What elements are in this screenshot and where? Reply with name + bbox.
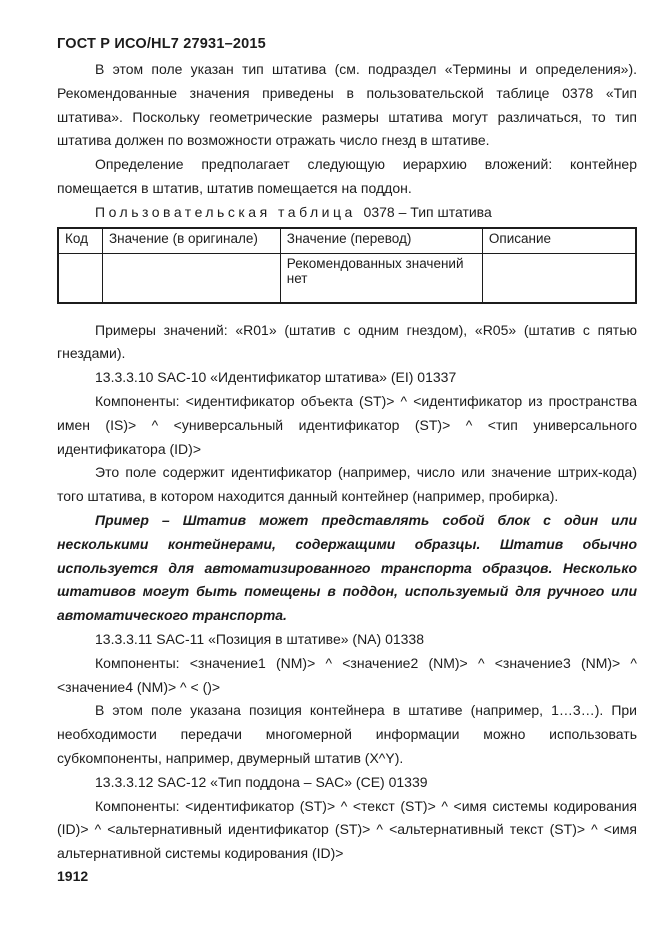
paragraph-field-description-sac-11: В этом поле указана позиция контейнера в штативе (например, 1…3…). При необходимости передачи многомерной информации можно использовать субкомпоненты, например, двумерный штатив (X^Y). bbox=[57, 702, 637, 766]
paragraph-intro-1: В этом поле указан тип штатива (см. подраздел «Термины и определения»). Рекомендованные значения приведены в пользовательской таблице 0378 «Тип штатива». Поскольку геометрические размеры штатива могут различаться, то тип штатива должен по возможности отражать число гнезд в штативе. bbox=[57, 61, 637, 149]
table-cell-value-translated: Рекомендованных значений нет bbox=[280, 253, 482, 303]
paragraph-field-description-sac-10: Это поле содержит идентификатор (например, число или значение штрих-кода) того штатива, в котором находится данный контейнер (например, пробирка). bbox=[57, 464, 637, 505]
clause-heading-sac-10: 13.3.3.10 SAC-10 «Идентификатор штатива» (EI) 01337 bbox=[95, 369, 457, 386]
table-caption-label: Пользовательская таблица bbox=[95, 203, 356, 220]
user-table-0378 bbox=[57, 227, 637, 304]
clause-heading-sac-11: 13.3.3.11 SAC-11 «Позиция в штативе» (NA) 01338 bbox=[95, 630, 424, 647]
table-header-row bbox=[58, 228, 636, 254]
paragraph-example-note: Пример – Штатив может представлять собой блок с один или несколькими контейнерами, содержащими образцы. Штатив обычно используется для автоматизированного транспорта образцов. Несколько штативов могут быть помещены в поддон, используемый для ручного или автоматического транспорта. bbox=[57, 511, 637, 624]
column-header-code: Код bbox=[58, 228, 102, 254]
paragraph-examples-values: Примеры значений: «R01» (штатив с одним гнездом), «R05» (штатив с пятью гнездами). bbox=[57, 321, 637, 362]
clause-heading-sac-12: 13.3.3.12 SAC-12 «Тип поддона – SAC» (CE) 01339 bbox=[95, 773, 428, 790]
table-cell-code bbox=[58, 253, 102, 303]
table-cell-description bbox=[482, 253, 636, 303]
column-header-value-original: Значение (в оригинале) bbox=[102, 228, 280, 254]
paragraph-components-sac-10: Компоненты: <идентификатор объекта (ST)> ^ <идентификатор из пространства имен (IS)> ^ <универсальный идентификатор (ST)> ^ <тип универсального идентификатора (ID)> bbox=[57, 392, 637, 457]
paragraph-intro-2: Определение предполагает следующую иерархию вложений: контейнер помещается в штатив, штатив помещается на поддон. bbox=[57, 156, 637, 196]
paragraph-components-sac-11: Компоненты: <значение1 (NM)> ^ <значение2 (NM)> ^ <значение3 (NM)> ^ <значение4 (NM)> ^ < ()> bbox=[57, 654, 637, 695]
column-header-description: Описание bbox=[482, 228, 636, 254]
table-row bbox=[58, 253, 636, 303]
table-caption bbox=[57, 201, 637, 225]
paragraph-components-sac-12: Компоненты: <идентификатор (ST)> ^ <текст (ST)> ^ <имя системы кодирования (ID)> ^ <альтернативный идентификатор (ST)> ^ <альтернативный текст (ST)> ^ <имя альтернативной системы кодирования (ID)> bbox=[57, 797, 637, 862]
page-number: 1912 bbox=[57, 868, 89, 884]
page-content bbox=[57, 58, 637, 866]
column-header-value-translated: Значение (перевод) bbox=[280, 228, 482, 254]
table-cell-value-original bbox=[102, 253, 280, 303]
doc-header-title: ГОСТ Р ИСО/HL7 27931–2015 bbox=[57, 36, 266, 52]
table-caption-rest: 0378 – Тип штатива bbox=[363, 203, 492, 220]
